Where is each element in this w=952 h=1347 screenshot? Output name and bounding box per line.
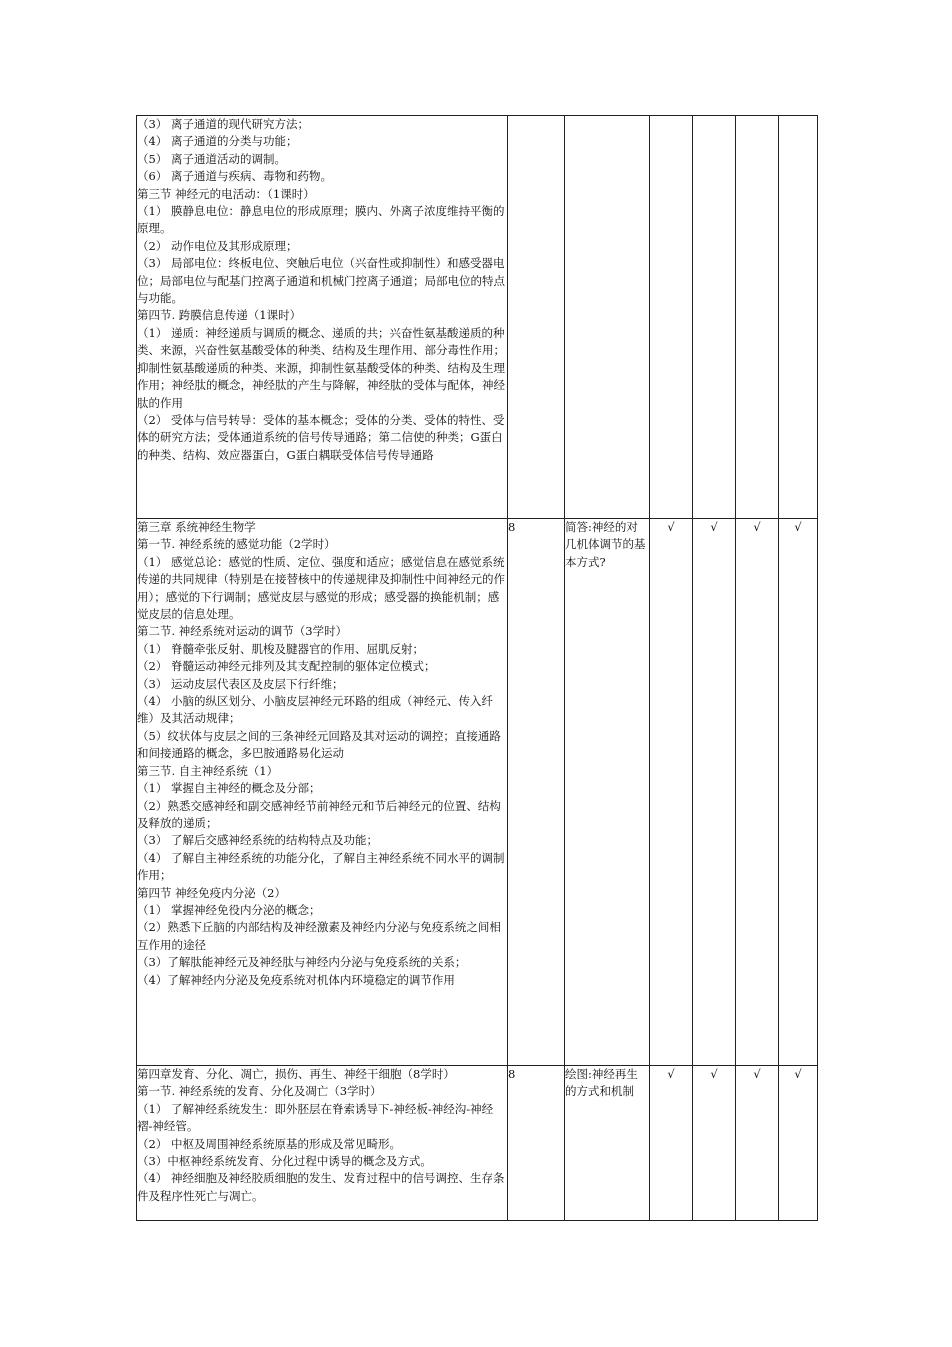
check-cell: √ bbox=[650, 1066, 693, 1221]
content-line: （1） 了解神经系统发生：即外胚层在脊索诱导下-神经板-神经沟-神经褶-神经管。 bbox=[137, 1101, 494, 1134]
check-cell: √ bbox=[693, 519, 736, 1066]
content-line: （3） 了解后交感神经系统的结构特点及功能； bbox=[137, 833, 378, 848]
content-line: （1） 膜静息电位：静息电位的形成原理；膜内、外离子浓度维持平衡的原理。 bbox=[137, 204, 505, 236]
hours-cell: 8 bbox=[508, 519, 565, 1066]
section-heading: 第一节. 神经系统的感觉功能（2学时） bbox=[137, 537, 336, 552]
content-line: （2） 脊髓运动神经元排列及其支配控制的躯体定位模式； bbox=[137, 659, 436, 674]
content-line: （1） 感觉总论：感觉的性质、定位、强度和适应；感觉信息在感觉系统传递的共同规律（特别是在接替核中的传递规律及抑制性中间神经元的作用）；感觉的下行调制；感觉皮层与感觉的形成；感受器的换能机制；感觉皮层的信息处理。 bbox=[137, 554, 505, 622]
content-line: （2）熟悉下丘脑的内部结构及神经激素及神经内分泌与免疫系统之间相互作用的途径 bbox=[137, 920, 501, 952]
content-line: （6） 离子通道与疾病、毒物和药物。 bbox=[137, 169, 332, 184]
check-cell: √ bbox=[779, 519, 818, 1066]
content-line: （1） 掌握自主神经的概念及分部； bbox=[137, 781, 321, 796]
section-heading: 第一节. 神经系统的发育、分化及凋亡（3学时） bbox=[137, 1084, 382, 1099]
content-line: （1） 脊髓牵张反射、肌梭及腱器官的作用、屈肌反射； bbox=[137, 641, 424, 656]
content-line: （4） 小脑的纵区划分、小脑皮层神经元环路的组成（神经元、传入纤维）及其活动规律； bbox=[137, 694, 493, 726]
table-row bbox=[137, 116, 818, 519]
content-line: （3）中枢神经系统发育、分化过程中诱导的概念及方式。 bbox=[137, 1154, 432, 1169]
check-cell: √ bbox=[650, 519, 693, 1066]
content-line: （4） 了解自主神经系统的功能分化，了解自主神经系统不同水平的调制作用； bbox=[137, 850, 505, 883]
content-line: （2） 中枢及周围神经系统原基的形成及常见畸形。 bbox=[137, 1136, 401, 1151]
section-heading: 第四节. 跨膜信息传递（1课时） bbox=[137, 308, 302, 323]
content-line: （1） 掌握神经免役内分泌的概念； bbox=[137, 902, 321, 917]
table-row bbox=[137, 1066, 818, 1221]
content-line: （2） 动作电位及其形成原理； bbox=[137, 238, 298, 253]
hours-cell bbox=[508, 116, 565, 519]
check-cell: √ bbox=[779, 1066, 818, 1221]
content-line: （5） 离子通道活动的调制。 bbox=[137, 151, 286, 166]
check-cell bbox=[779, 116, 818, 519]
content-line: （2） 受体与信号转导：受体的基本概念；受体的分类、受体的特性、受体的研究方法；受体通道系统的信号传导通路；第二信使的种类；G蛋白的种类、结构、效应器蛋白，G蛋白耦联受体信号传导通路 bbox=[137, 412, 505, 462]
check-cell: √ bbox=[736, 519, 779, 1066]
content-cell bbox=[137, 1066, 508, 1221]
content-line: （3） 离子通道的现代研究方法； bbox=[137, 117, 309, 131]
content-cell bbox=[137, 116, 508, 519]
content-line: （1） 递质：神经递质与调质的概念、递质的共；兴奋性氨基酸递质的种类、来源，兴奋性氨基酸受体的种类、结构及生理作用、部分毒性作用；抑制性氨基酸递质的种类、来源，抑制性氨基酸受体的种类、结构及生理作用；神经肽的概念，神经肽的产生与降解，神经肽的受体与配体，神经肽的作用 bbox=[137, 325, 505, 410]
section-heading: 第四节 神经免疫内分泌（2） bbox=[137, 885, 286, 900]
content-line: （4） 神经细胞及神经胶质细胞的发生、发育过程中的信号调控、生存条件及程序性死亡与凋亡。 bbox=[137, 1171, 505, 1203]
check-cell bbox=[650, 116, 693, 519]
table-row bbox=[137, 519, 818, 1066]
content-line: （3）了解肽能神经元及神经肽与神经内分泌与免疫系统的关系； bbox=[137, 955, 467, 970]
content-line: （3） 运动皮层代表区及皮层下行纤维； bbox=[137, 676, 344, 691]
check-cell bbox=[693, 116, 736, 519]
chapter-heading: 第四章发育、分化、凋亡，损伤、再生、神经干细胞（8学时） bbox=[137, 1067, 455, 1081]
chapter-heading: 第三章 系统神经生物学 bbox=[137, 520, 256, 534]
section-heading: 第三节. 自主神经系统（1） bbox=[137, 763, 279, 778]
assessment-cell: 绘图:神经再生的方式和机制 bbox=[565, 1066, 650, 1221]
check-cell: √ bbox=[736, 1066, 779, 1221]
content-line: （3） 局部电位：终板电位、突触后电位（兴奋性或抑制性）和感受器电位；局部电位与配基门控离子通道和机械门控离子通道；局部电位的特点与功能。 bbox=[137, 256, 505, 306]
hours-cell: 8 bbox=[508, 1066, 565, 1221]
section-heading: 第二节. 神经系统对运动的调节（3学时） bbox=[137, 624, 348, 639]
content-line: （5）纹状体与皮层之间的三条神经元回路及其对运动的调控；直接通路和间接通路的概念，多巴胺通路易化运动 bbox=[137, 728, 501, 761]
content-line: （2）熟悉交感神经和副交感神经节前神经元和节后神经元的位置、结构及释放的递质； bbox=[137, 798, 501, 830]
content-cell bbox=[137, 519, 508, 1066]
content-line: （4） 离子通道的分类与功能； bbox=[137, 134, 298, 149]
assessment-cell bbox=[565, 116, 650, 519]
section-heading: 第三节 神经元的电活动：（1课时） bbox=[137, 186, 315, 201]
content-line: （4）了解神经内分泌及免疫系统对机体内环境稳定的调节作用 bbox=[137, 972, 455, 987]
assessment-cell: 简答:神经的对几机体调节的基本方式? bbox=[565, 519, 650, 1066]
check-cell bbox=[736, 116, 779, 519]
syllabus-table bbox=[136, 115, 818, 1221]
check-cell: √ bbox=[693, 1066, 736, 1221]
